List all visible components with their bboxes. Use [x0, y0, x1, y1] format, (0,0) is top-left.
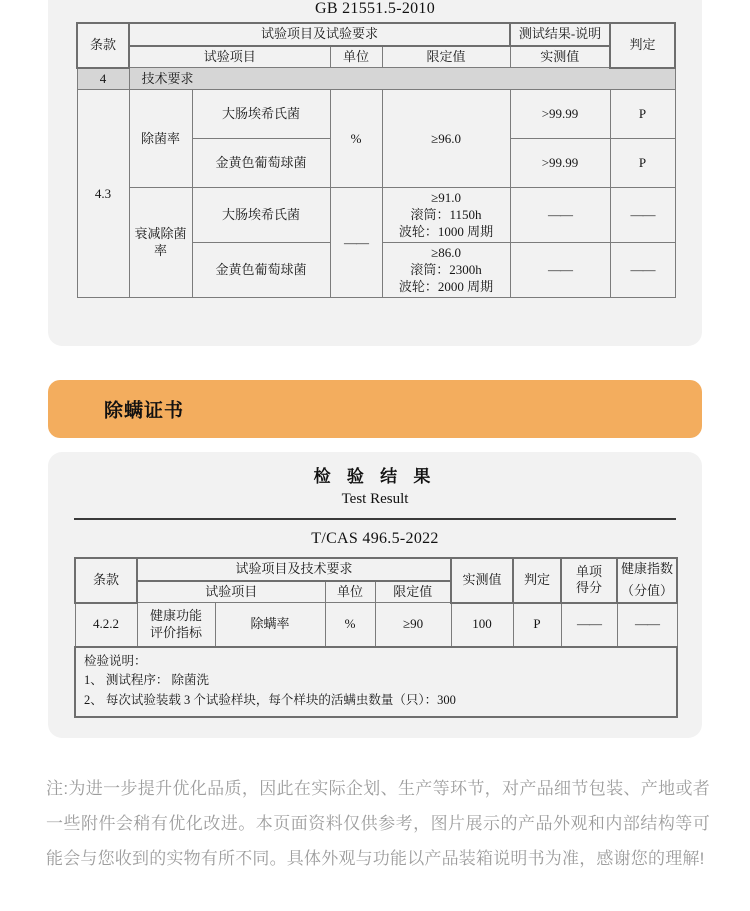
table-row [77, 90, 675, 139]
test-item-ecoli: 大肠埃希氏菌 [192, 90, 330, 139]
group-name-sterilization-rate: 除菌率 [129, 90, 192, 188]
heading-divider [74, 518, 676, 520]
standard-title-bottom: T/CAS 496.5-2022 [311, 530, 439, 547]
group-name-decay-sterilization-rate [129, 188, 192, 298]
header-test-group: 试验项目及试验要求 [129, 23, 510, 46]
header-line: 健康指数 [621, 561, 674, 577]
header-single-score [561, 558, 617, 603]
measured-value: >99.99 [510, 139, 610, 188]
limit-value-96: ≥96.0 [382, 90, 510, 188]
verdict-value: —— [610, 243, 675, 298]
header-test-item: 试验项目 [129, 46, 330, 68]
test-item-ecoli: 大肠埃希氏菌 [192, 188, 330, 243]
limit-line: 波轮：1000 周期 [398, 223, 494, 239]
limit-line: 滚筒：2300h [410, 262, 482, 278]
health-index-value: —— [617, 603, 677, 647]
verdict-value: P [610, 90, 675, 139]
banner-title: 除螨证书 [104, 400, 185, 422]
section-clause-number: 4 [77, 68, 129, 90]
unit-percent: % [325, 603, 375, 647]
measured-value: —— [510, 243, 610, 298]
tcas-standard-table [74, 557, 678, 718]
header-test-group: 试验项目及技术要求 [137, 558, 451, 581]
header-limit: 限定值 [382, 46, 510, 68]
verdict-value: P [513, 603, 561, 647]
header-unit: 单位 [325, 581, 375, 603]
table-header-row-1 [75, 558, 677, 581]
limit-value-90: ≥90 [375, 603, 451, 647]
category-health-function [137, 603, 215, 647]
table-header-row-2 [77, 46, 675, 68]
single-score-value: —— [561, 603, 617, 647]
standard-title-top: GB 21551.5-2010 [314, 0, 436, 17]
header-health-index [617, 558, 677, 603]
limit-line: ≥91.0 [431, 190, 461, 206]
table-section-row [77, 68, 675, 90]
header-verdict: 判定 [513, 558, 561, 603]
notes-title: 检验说明： [84, 653, 147, 668]
header-limit: 限定值 [375, 581, 451, 603]
section-label: 技术要求 [129, 68, 675, 90]
header-measured: 实测值 [510, 46, 610, 68]
table-header-row-1 [77, 23, 675, 46]
header-clause: 条款 [75, 558, 137, 603]
test-item-staph: 金黄色葡萄球菌 [192, 139, 330, 188]
category-line: 评价指标 [149, 624, 202, 640]
header-line: 单项 [576, 563, 603, 579]
measured-value-100: 100 [451, 603, 513, 647]
unit-dash: —— [330, 188, 382, 298]
category-line: 健康功能 [149, 607, 202, 623]
note-line: 1、 测试程序： 除菌洗 [84, 673, 210, 688]
test-result-heading-cn: 检 验 结 果 [313, 467, 437, 486]
clause-4-2-2: 4.2.2 [75, 603, 137, 647]
header-line: 得分 [576, 580, 603, 596]
disclaimer-text: 注:为进一步提升优化品质，因此在实际企划、生产等环节，对产品细节包装、产地或者一些附件会稍有优化改进。本页面资料仅供参考，图片展示的产品外观和内部结构等可能会与您收到的实物有所不同。具体外观与功能以产品装箱说明书为准，感谢您的理解! [46, 779, 710, 868]
group-name-text: 衰减除菌率 [134, 226, 187, 258]
gb-standard-table [76, 22, 676, 298]
header-result-group: 测试结果-说明 [510, 23, 610, 46]
header-clause: 条款 [77, 23, 129, 68]
verdict-value: P [610, 139, 675, 188]
verdict-value: —— [610, 188, 675, 243]
limit-value-86 [382, 243, 510, 298]
limit-value-91 [382, 188, 510, 243]
mite-removal-certificate-banner [48, 380, 702, 438]
clause-4-3: 4.3 [77, 90, 129, 298]
table-row [75, 603, 677, 647]
header-test-item: 试验项目 [137, 581, 325, 603]
table-notes-row [75, 647, 677, 717]
limit-line: 滚筒：1150h [410, 207, 482, 223]
header-unit: 单位 [330, 46, 382, 68]
test-result-heading [0, 462, 750, 508]
unit-percent: % [330, 90, 382, 188]
header-measured: 实测值 [451, 558, 513, 603]
inspection-notes [75, 647, 677, 717]
measured-value: —— [510, 188, 610, 243]
note-line: 2、 每次试验装载 3 个试验样块，每个样块的活螨虫数量（只）：300 [84, 692, 456, 707]
test-item-mite-removal-rate: 除螨率 [215, 603, 325, 647]
header-verdict: 判定 [610, 23, 675, 68]
test-result-heading-en: Test Result [341, 491, 409, 507]
table-row [77, 188, 675, 243]
limit-line: ≥86.0 [431, 245, 461, 261]
header-line: （分值） [621, 582, 674, 598]
test-item-staph: 金黄色葡萄球菌 [192, 243, 330, 298]
limit-line: 波轮：2000 周期 [398, 278, 494, 294]
measured-value: >99.99 [510, 90, 610, 139]
